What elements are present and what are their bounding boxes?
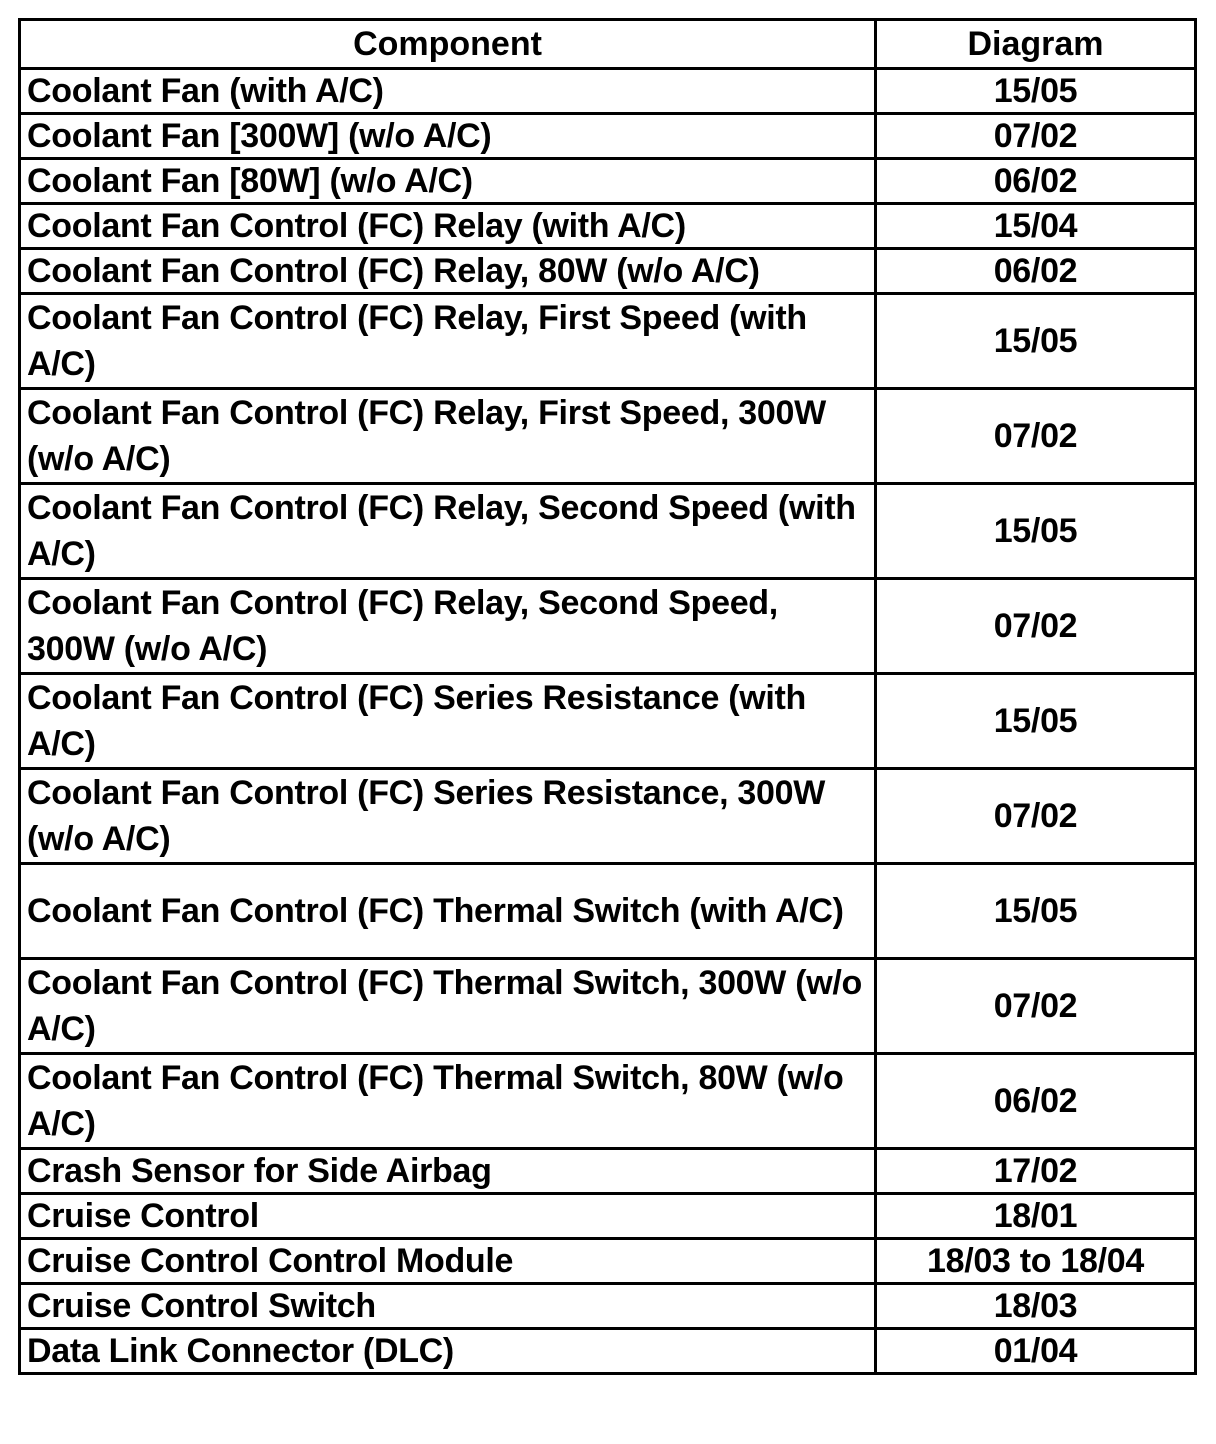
table-row (20, 674, 1196, 769)
diagram-cell: 18/03 to 18/04 (876, 1239, 1196, 1284)
component-index-table-wrapper (18, 18, 1194, 1375)
header-component: Component (20, 20, 876, 69)
diagram-cell: 01/04 (876, 1329, 1196, 1374)
diagram-cell: 15/05 (876, 864, 1196, 959)
component-cell: Coolant Fan (with A/C) (20, 69, 876, 114)
diagram-cell: 07/02 (876, 389, 1196, 484)
component-cell: Coolant Fan Control (FC) Relay, Second Speed, 300W (w/o A/C) (20, 579, 876, 674)
component-cell: Coolant Fan [300W] (w/o A/C) (20, 114, 876, 159)
diagram-cell: 07/02 (876, 769, 1196, 864)
component-cell: Cruise Control (20, 1194, 876, 1239)
table-row (20, 484, 1196, 579)
table-row (20, 1149, 1196, 1194)
diagram-cell: 07/02 (876, 114, 1196, 159)
component-cell: Coolant Fan Control (FC) Relay (with A/C) (20, 204, 876, 249)
diagram-cell: 15/04 (876, 204, 1196, 249)
component-cell: Coolant Fan Control (FC) Relay, First Speed, 300W (w/o A/C) (20, 389, 876, 484)
table-row (20, 1054, 1196, 1149)
table-row (20, 114, 1196, 159)
table-row (20, 864, 1196, 959)
header-row (20, 20, 1196, 69)
diagram-cell: 15/05 (876, 674, 1196, 769)
component-cell: Coolant Fan Control (FC) Thermal Switch (with A/C) (20, 864, 876, 959)
component-cell: Coolant Fan Control (FC) Thermal Switch, 300W (w/o A/C) (20, 959, 876, 1054)
table-row (20, 1284, 1196, 1329)
component-cell: Coolant Fan Control (FC) Series Resistance, 300W (w/o A/C) (20, 769, 876, 864)
diagram-cell: 17/02 (876, 1149, 1196, 1194)
diagram-cell: 15/05 (876, 69, 1196, 114)
diagram-cell: 06/02 (876, 159, 1196, 204)
table-row (20, 69, 1196, 114)
component-cell: Cruise Control Switch (20, 1284, 876, 1329)
table-row (20, 204, 1196, 249)
table-row (20, 579, 1196, 674)
component-cell: Data Link Connector (DLC) (20, 1329, 876, 1374)
table-row (20, 769, 1196, 864)
table-row (20, 159, 1196, 204)
header-diagram: Diagram (876, 20, 1196, 69)
diagram-cell: 15/05 (876, 294, 1196, 389)
component-cell: Coolant Fan [80W] (w/o A/C) (20, 159, 876, 204)
table-row (20, 389, 1196, 484)
diagram-cell: 15/05 (876, 484, 1196, 579)
diagram-cell: 18/03 (876, 1284, 1196, 1329)
component-cell: Crash Sensor for Side Airbag (20, 1149, 876, 1194)
diagram-cell: 18/01 (876, 1194, 1196, 1239)
diagram-cell: 06/02 (876, 249, 1196, 294)
component-cell: Coolant Fan Control (FC) Relay, 80W (w/o A/C) (20, 249, 876, 294)
diagram-cell: 06/02 (876, 1054, 1196, 1149)
component-cell: Coolant Fan Control (FC) Relay, First Speed (with A/C) (20, 294, 876, 389)
table-row (20, 1194, 1196, 1239)
table-row (20, 249, 1196, 294)
diagram-cell: 07/02 (876, 579, 1196, 674)
component-cell: Coolant Fan Control (FC) Relay, Second Speed (with A/C) (20, 484, 876, 579)
component-cell: Coolant Fan Control (FC) Series Resistance (with A/C) (20, 674, 876, 769)
diagram-cell: 07/02 (876, 959, 1196, 1054)
component-cell: Cruise Control Control Module (20, 1239, 876, 1284)
table-row (20, 959, 1196, 1054)
table-row (20, 1239, 1196, 1284)
component-cell: Coolant Fan Control (FC) Thermal Switch, 80W (w/o A/C) (20, 1054, 876, 1149)
component-index-table (18, 18, 1197, 1375)
table-row (20, 1329, 1196, 1374)
table-row (20, 294, 1196, 389)
